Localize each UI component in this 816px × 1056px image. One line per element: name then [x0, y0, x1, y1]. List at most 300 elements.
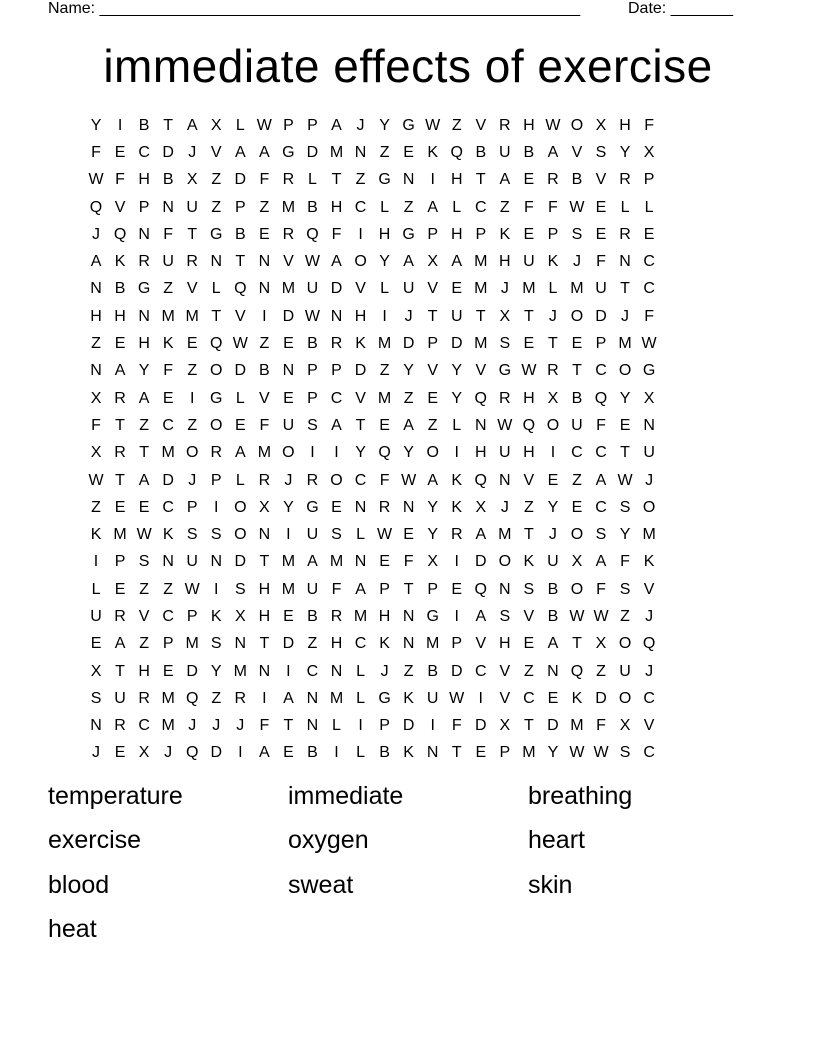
grid-letter[interactable]: Z [523, 498, 534, 516]
grid-letter[interactable]: T [620, 280, 630, 298]
grid-letter[interactable]: T [115, 662, 125, 680]
grid-letter[interactable]: X [90, 662, 102, 680]
grid-letter[interactable]: W [136, 526, 152, 544]
grid-letter[interactable]: G [210, 389, 223, 407]
grid-letter[interactable]: Z [211, 171, 222, 189]
grid-letter[interactable]: R [114, 607, 126, 625]
grid-letter[interactable]: Y [355, 444, 366, 462]
grid-letter[interactable]: N [330, 307, 343, 325]
grid-letter[interactable]: D [474, 717, 487, 735]
grid-letter[interactable]: K [547, 253, 559, 271]
grid-letter[interactable]: L [356, 689, 365, 707]
grid-letter[interactable]: E [283, 744, 294, 762]
grid-letter[interactable]: E [283, 607, 294, 625]
grid-letter[interactable]: A [427, 471, 439, 489]
grid-letter[interactable]: M [281, 553, 296, 571]
grid-letter[interactable]: E [283, 335, 294, 353]
grid-letter[interactable]: Y [547, 498, 559, 516]
grid-letter[interactable]: P [475, 225, 487, 243]
grid-letter[interactable]: N [162, 553, 174, 571]
grid-letter[interactable]: S [90, 689, 102, 707]
grid-letter[interactable]: I [214, 498, 219, 516]
grid-letter[interactable]: B [162, 171, 174, 189]
grid-letter[interactable]: Q [210, 335, 223, 353]
grid-letter[interactable]: A [331, 253, 342, 271]
grid-letter[interactable]: E [283, 389, 294, 407]
grid-letter[interactable]: Z [139, 416, 149, 434]
grid-letter[interactable]: C [354, 635, 367, 653]
grid-letter[interactable]: P [379, 580, 390, 598]
grid-letter[interactable]: L [307, 171, 317, 189]
grid-letter[interactable]: B [523, 143, 535, 161]
grid-letter[interactable]: H [330, 198, 343, 216]
grid-letter[interactable]: L [380, 198, 390, 216]
grid-letter[interactable]: U [162, 253, 174, 271]
grid-letter[interactable]: E [379, 416, 390, 434]
grid-letter[interactable]: P [186, 498, 198, 516]
grid-letter[interactable]: E [571, 335, 583, 353]
grid-letter[interactable]: E [186, 335, 198, 353]
grid-letter[interactable]: N [330, 662, 343, 680]
grid-letter[interactable]: V [427, 362, 439, 380]
grid-letter[interactable]: N [354, 498, 367, 516]
grid-letter[interactable]: I [262, 689, 267, 707]
grid-letter[interactable]: K [162, 526, 174, 544]
grid-letter[interactable]: B [307, 335, 318, 353]
grid-letter[interactable]: I [454, 444, 459, 462]
grid-letter[interactable]: N [138, 307, 150, 325]
grid-letter[interactable]: Y [403, 444, 414, 462]
grid-letter[interactable]: E [403, 526, 414, 544]
grid-letter[interactable]: V [523, 471, 535, 489]
grid-letter[interactable]: E [114, 143, 126, 161]
grid-letter[interactable]: E [619, 416, 631, 434]
grid-letter[interactable]: L [211, 280, 221, 298]
grid-letter[interactable]: J [572, 253, 581, 271]
grid-letter[interactable]: A [259, 744, 270, 762]
grid-letter[interactable]: J [236, 717, 245, 735]
grid-letter[interactable]: L [548, 280, 558, 298]
grid-letter[interactable]: H [523, 116, 535, 134]
grid-letter[interactable]: E [451, 280, 463, 298]
grid-letter[interactable]: J [645, 471, 654, 489]
grid-letter[interactable]: W [641, 335, 657, 353]
grid-letter[interactable]: F [331, 580, 342, 598]
grid-letter[interactable]: E [90, 635, 102, 653]
grid-letter[interactable]: E [523, 225, 535, 243]
grid-letter[interactable]: N [210, 253, 223, 271]
grid-letter[interactable]: R [619, 171, 631, 189]
grid-letter[interactable]: I [430, 171, 435, 189]
grid-letter[interactable]: L [91, 580, 101, 598]
grid-letter[interactable]: Z [139, 635, 149, 653]
grid-letter[interactable]: Y [547, 744, 559, 762]
grid-letter[interactable]: K [499, 225, 511, 243]
grid-letter[interactable]: R [547, 362, 559, 380]
grid-letter[interactable]: T [451, 744, 462, 762]
grid-letter[interactable]: I [286, 526, 291, 544]
grid-letter[interactable]: H [499, 253, 511, 271]
grid-letter[interactable]: M [377, 389, 392, 407]
grid-letter[interactable]: U [306, 526, 319, 544]
grid-letter[interactable]: U [523, 253, 535, 271]
grid-letter[interactable]: Q [234, 280, 247, 298]
grid-letter[interactable]: E [595, 198, 607, 216]
grid-letter[interactable]: H [523, 444, 535, 462]
grid-letter[interactable]: R [114, 444, 126, 462]
grid-letter[interactable]: V [499, 662, 511, 680]
grid-letter[interactable]: N [258, 253, 271, 271]
grid-letter[interactable]: M [233, 662, 247, 680]
grid-letter[interactable]: Z [451, 116, 462, 134]
grid-letter[interactable]: K [643, 553, 655, 571]
grid-letter[interactable]: V [234, 307, 246, 325]
grid-letter[interactable]: S [523, 580, 535, 598]
grid-letter[interactable]: D [210, 744, 223, 762]
grid-letter[interactable]: F [596, 717, 606, 735]
grid-letter[interactable]: R [619, 225, 631, 243]
grid-letter[interactable]: I [334, 444, 339, 462]
grid-letter[interactable]: F [259, 416, 270, 434]
grid-letter[interactable]: R [114, 717, 126, 735]
grid-letter[interactable]: D [450, 335, 463, 353]
grid-letter[interactable]: I [454, 607, 459, 625]
grid-letter[interactable]: R [210, 444, 223, 462]
grid-letter[interactable]: E [427, 389, 439, 407]
grid-letter[interactable]: N [90, 717, 102, 735]
grid-letter[interactable]: X [643, 143, 655, 161]
grid-letter[interactable]: P [307, 389, 318, 407]
grid-letter[interactable]: E [114, 498, 126, 516]
grid-letter[interactable]: T [572, 362, 582, 380]
grid-letter[interactable]: M [329, 689, 344, 707]
grid-letter[interactable]: M [522, 744, 536, 762]
grid-letter[interactable]: J [548, 526, 557, 544]
grid-letter[interactable]: U [306, 580, 319, 598]
grid-letter[interactable]: A [403, 253, 414, 271]
grid-letter[interactable]: O [210, 362, 223, 380]
grid-letter[interactable]: A [138, 471, 150, 489]
grid-letter[interactable]: Z [163, 580, 174, 598]
grid-letter[interactable]: C [595, 362, 607, 380]
grid-letter[interactable]: P [234, 198, 246, 216]
grid-letter[interactable]: D [402, 717, 415, 735]
grid-letter[interactable]: D [595, 689, 607, 707]
grid-letter[interactable]: Z [596, 662, 606, 680]
grid-letter[interactable]: X [619, 717, 631, 735]
grid-letter[interactable]: F [331, 225, 342, 243]
grid-letter[interactable]: T [523, 526, 534, 544]
grid-letter[interactable]: E [114, 580, 126, 598]
grid-letter[interactable]: N [547, 662, 559, 680]
grid-letter[interactable]: R [138, 689, 150, 707]
grid-letter[interactable]: Q [642, 635, 656, 653]
grid-letter[interactable]: M [426, 635, 440, 653]
grid-letter[interactable]: J [92, 744, 101, 762]
grid-letter[interactable]: I [214, 580, 219, 598]
grid-letter[interactable]: O [234, 526, 247, 544]
grid-letter[interactable]: I [358, 225, 363, 243]
grid-letter[interactable]: J [164, 744, 173, 762]
grid-letter[interactable]: Y [427, 498, 439, 516]
grid-letter[interactable]: U [619, 662, 631, 680]
grid-letter[interactable]: O [618, 635, 632, 653]
grid-letter[interactable]: P [547, 225, 559, 243]
grid-letter[interactable]: Y [210, 662, 222, 680]
grid-letter[interactable]: N [354, 143, 367, 161]
grid-letter[interactable]: Y [619, 143, 631, 161]
grid-letter[interactable]: P [331, 362, 342, 380]
grid-letter[interactable]: A [547, 635, 559, 653]
grid-letter[interactable]: J [188, 471, 197, 489]
grid-letter[interactable]: V [499, 689, 511, 707]
grid-letter[interactable]: M [281, 280, 296, 298]
grid-letter[interactable]: B [114, 280, 126, 298]
grid-letter[interactable]: Z [355, 171, 366, 189]
grid-letter[interactable]: I [358, 717, 363, 735]
grid-letter[interactable]: M [113, 526, 127, 544]
grid-letter[interactable]: A [547, 143, 559, 161]
grid-letter[interactable]: J [500, 280, 509, 298]
grid-letter[interactable]: T [355, 416, 366, 434]
grid-letter[interactable]: V [283, 253, 294, 271]
grid-letter[interactable]: V [475, 635, 487, 653]
grid-letter[interactable]: Y [90, 116, 102, 134]
grid-letter[interactable]: I [262, 307, 267, 325]
grid-letter[interactable]: E [162, 389, 174, 407]
grid-letter[interactable]: U [282, 416, 295, 434]
grid-letter[interactable]: Y [283, 498, 294, 516]
grid-letter[interactable]: A [331, 116, 342, 134]
grid-letter[interactable]: F [451, 717, 462, 735]
grid-letter[interactable]: E [547, 471, 559, 489]
grid-letter[interactable]: L [452, 416, 462, 434]
grid-letter[interactable]: V [571, 143, 583, 161]
grid-letter[interactable]: G [402, 225, 415, 243]
grid-letter[interactable]: C [643, 253, 655, 271]
grid-letter[interactable]: W [569, 744, 585, 762]
grid-letter[interactable]: M [281, 580, 296, 598]
grid-letter[interactable]: S [619, 498, 631, 516]
grid-letter[interactable]: E [259, 225, 270, 243]
grid-letter[interactable]: N [402, 635, 415, 653]
grid-letter[interactable]: V [138, 607, 150, 625]
grid-letter[interactable]: N [402, 171, 415, 189]
grid-letter[interactable]: W [184, 580, 200, 598]
grid-letter[interactable]: S [499, 607, 511, 625]
grid-letter[interactable]: D [547, 717, 559, 735]
grid-letter[interactable]: C [643, 744, 655, 762]
grid-letter[interactable]: E [595, 225, 607, 243]
grid-letter[interactable]: O [642, 498, 656, 516]
grid-letter[interactable]: C [571, 444, 583, 462]
grid-letter[interactable]: K [114, 253, 126, 271]
grid-letter[interactable]: D [186, 662, 198, 680]
grid-letter[interactable]: J [404, 307, 413, 325]
grid-letter[interactable]: H [258, 607, 271, 625]
grid-letter[interactable]: J [212, 717, 221, 735]
grid-letter[interactable]: E [571, 498, 583, 516]
grid-letter[interactable]: I [478, 689, 483, 707]
grid-letter[interactable]: T [115, 471, 125, 489]
grid-letter[interactable]: M [474, 335, 488, 353]
grid-letter[interactable]: C [354, 471, 367, 489]
grid-letter[interactable]: K [403, 744, 414, 762]
grid-letter[interactable]: N [258, 526, 271, 544]
grid-letter[interactable]: O [426, 444, 439, 462]
grid-letter[interactable]: G [306, 498, 319, 516]
grid-letter[interactable]: F [596, 416, 606, 434]
grid-letter[interactable]: F [596, 253, 606, 271]
grid-letter[interactable]: Z [259, 198, 270, 216]
grid-letter[interactable]: H [138, 171, 150, 189]
grid-letter[interactable]: N [643, 416, 655, 434]
grid-letter[interactable]: P [595, 335, 607, 353]
grid-letter[interactable]: N [402, 607, 415, 625]
grid-letter[interactable]: H [450, 171, 463, 189]
grid-letter[interactable]: Z [307, 635, 318, 653]
grid-letter[interactable]: T [548, 335, 558, 353]
grid-letter[interactable]: F [259, 171, 270, 189]
grid-letter[interactable]: E [331, 498, 342, 516]
grid-letter[interactable]: P [162, 635, 174, 653]
grid-letter[interactable]: C [162, 607, 174, 625]
grid-letter[interactable]: U [426, 689, 439, 707]
grid-letter[interactable]: O [618, 362, 632, 380]
grid-letter[interactable]: M [474, 280, 488, 298]
grid-letter[interactable]: D [234, 171, 247, 189]
grid-letter[interactable]: T [139, 444, 149, 462]
grid-letter[interactable]: O [570, 307, 584, 325]
grid-letter[interactable]: O [330, 471, 343, 489]
grid-letter[interactable]: R [547, 171, 559, 189]
grid-letter[interactable]: K [355, 335, 366, 353]
grid-letter[interactable]: J [356, 116, 365, 134]
grid-letter[interactable]: V [186, 280, 198, 298]
grid-letter[interactable]: H [474, 444, 487, 462]
grid-letter[interactable]: T [475, 307, 486, 325]
grid-letter[interactable]: D [450, 662, 463, 680]
grid-letter[interactable]: W [232, 335, 248, 353]
grid-letter[interactable]: J [645, 662, 654, 680]
grid-letter[interactable]: D [234, 553, 247, 571]
grid-letter[interactable]: D [474, 553, 487, 571]
grid-letter[interactable]: F [115, 171, 125, 189]
grid-letter[interactable]: U [499, 143, 511, 161]
grid-letter[interactable]: W [377, 526, 393, 544]
grid-letter[interactable]: T [211, 307, 222, 325]
grid-letter[interactable]: R [282, 225, 295, 243]
grid-letter[interactable]: U [114, 689, 126, 707]
grid-letter[interactable]: S [331, 526, 342, 544]
grid-letter[interactable]: W [304, 307, 320, 325]
grid-letter[interactable]: A [114, 362, 126, 380]
grid-letter[interactable]: F [596, 580, 606, 598]
grid-letter[interactable]: R [330, 607, 343, 625]
grid-letter[interactable]: M [185, 635, 199, 653]
grid-letter[interactable]: T [620, 444, 630, 462]
grid-letter[interactable]: T [331, 171, 342, 189]
grid-letter[interactable]: S [186, 526, 198, 544]
grid-letter[interactable]: O [210, 416, 223, 434]
grid-letter[interactable]: Y [451, 389, 463, 407]
grid-letter[interactable]: C [354, 198, 367, 216]
grid-letter[interactable]: K [571, 689, 583, 707]
grid-letter[interactable]: Z [499, 198, 510, 216]
grid-letter[interactable]: Z [91, 498, 101, 516]
grid-letter[interactable]: U [547, 553, 559, 571]
grid-letter[interactable]: Q [474, 580, 487, 598]
grid-letter[interactable]: U [186, 553, 198, 571]
grid-letter[interactable]: Q [570, 662, 584, 680]
grid-letter[interactable]: W [521, 362, 537, 380]
grid-letter[interactable]: X [234, 607, 246, 625]
grid-letter[interactable]: N [234, 635, 247, 653]
grid-letter[interactable]: Q [185, 689, 199, 707]
grid-letter[interactable]: C [643, 280, 655, 298]
grid-letter[interactable]: K [210, 607, 222, 625]
grid-letter[interactable]: H [499, 635, 511, 653]
grid-letter[interactable]: L [235, 471, 245, 489]
grid-letter[interactable]: R [258, 471, 271, 489]
grid-letter[interactable]: A [259, 143, 270, 161]
grid-letter[interactable]: D [330, 280, 343, 298]
grid-letter[interactable]: Y [451, 362, 463, 380]
grid-letter[interactable]: Z [403, 198, 414, 216]
grid-letter[interactable]: Z [403, 662, 414, 680]
grid-letter[interactable]: W [401, 471, 417, 489]
grid-letter[interactable]: A [403, 416, 414, 434]
grid-letter[interactable]: R [114, 389, 126, 407]
grid-letter[interactable]: Z [620, 607, 630, 625]
grid-letter[interactable]: N [426, 744, 439, 762]
grid-letter[interactable]: E [379, 553, 390, 571]
grid-letter[interactable]: S [210, 526, 222, 544]
grid-letter[interactable]: O [282, 444, 295, 462]
grid-letter[interactable]: K [523, 553, 535, 571]
grid-letter[interactable]: H [138, 335, 150, 353]
grid-letter[interactable]: P [283, 116, 294, 134]
grid-letter[interactable]: T [572, 635, 582, 653]
grid-letter[interactable]: D [595, 307, 607, 325]
grid-letter[interactable]: N [306, 689, 319, 707]
grid-letter[interactable]: Q [113, 225, 127, 243]
grid-letter[interactable]: N [499, 580, 511, 598]
grid-letter[interactable]: I [310, 444, 315, 462]
grid-letter[interactable]: K [379, 635, 390, 653]
grid-letter[interactable]: I [550, 444, 556, 462]
grid-letter[interactable]: Q [522, 416, 536, 434]
grid-letter[interactable]: W [497, 416, 513, 434]
grid-letter[interactable]: N [499, 471, 511, 489]
grid-letter[interactable]: B [379, 744, 390, 762]
grid-letter[interactable]: E [643, 225, 655, 243]
grid-letter[interactable]: B [547, 580, 559, 598]
grid-letter[interactable]: H [258, 580, 271, 598]
grid-letter[interactable]: A [234, 143, 246, 161]
grid-letter[interactable]: O [570, 116, 584, 134]
grid-letter[interactable]: Y [427, 526, 439, 544]
grid-letter[interactable]: E [138, 498, 150, 516]
grid-letter[interactable]: A [307, 553, 318, 571]
grid-letter[interactable]: C [138, 143, 150, 161]
grid-letter[interactable]: M [329, 143, 344, 161]
grid-letter[interactable]: T [523, 307, 534, 325]
grid-letter[interactable]: V [427, 280, 439, 298]
grid-letter[interactable]: N [162, 198, 174, 216]
grid-letter[interactable]: O [546, 416, 560, 434]
grid-letter[interactable]: C [595, 444, 607, 462]
